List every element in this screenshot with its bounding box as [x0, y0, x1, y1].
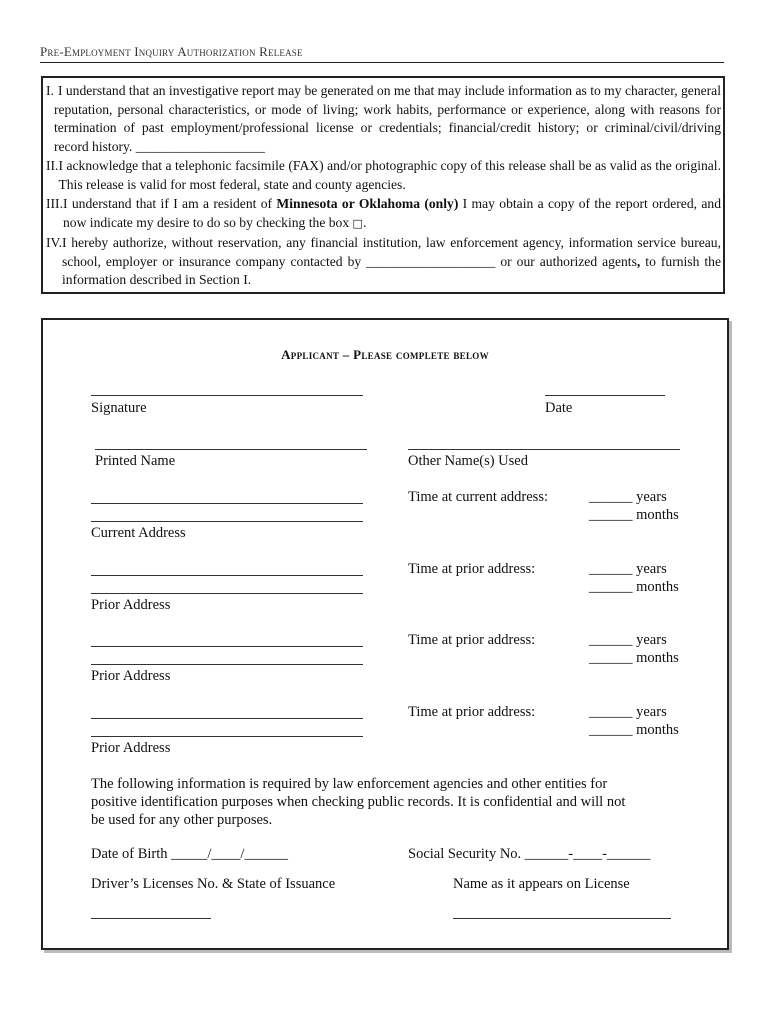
prior-address-3-line-2[interactable] [91, 736, 363, 737]
term-number: IV. [46, 235, 62, 250]
term-2 [46, 157, 721, 194]
current-address-line-2[interactable] [91, 521, 363, 522]
printed-name-label: Printed Name [95, 453, 176, 469]
prior-address-label: Prior Address [91, 740, 171, 756]
term-1 [46, 82, 721, 156]
term-text: I understand that if I am a resident of Minnesota or Oklahoma (only) I may obtain a copy of the report ordered, and now indicate my desire to do so by checking the box □. [62, 196, 722, 230]
time-prior-label: Time at prior address: [408, 704, 536, 720]
state-emphasis: Minnesota or Oklahoma (only) [276, 196, 459, 211]
time-prior-label: Time at prior address: [408, 561, 536, 577]
license-label: Driver’s Licenses No. & State of Issuance [91, 876, 336, 892]
current-months-field[interactable]: ______ months [589, 507, 679, 523]
prior-address-2-line-2[interactable] [91, 664, 363, 665]
prior-2-months-field[interactable]: ______ months [589, 650, 679, 666]
printed-name-field[interactable] [95, 449, 367, 450]
term-3 [46, 195, 721, 233]
checkbox-icon[interactable]: □ [352, 216, 363, 230]
license-name-field[interactable] [453, 918, 671, 919]
date-label: Date [545, 400, 573, 416]
other-names-label: Other Name(s) Used [408, 453, 528, 469]
current-address-label: Current Address [91, 525, 186, 541]
date-of-birth-field[interactable]: Date of Birth _____/____/______ [91, 846, 288, 862]
prior-3-months-field[interactable]: ______ months [589, 722, 679, 738]
term-text: I hereby authorize, without reservation, any financial institution, law enforcement agency, information service bureau, school, employer or insurance company contacted by ___________________ or our authorized agents, to furnish the information described in Section I. [62, 235, 722, 287]
prior-3-years-field[interactable]: ______ years [589, 704, 667, 720]
term-number: II. [46, 158, 59, 173]
current-address-line-1[interactable] [91, 503, 363, 504]
prior-address-1-line-1[interactable] [91, 575, 363, 576]
signature-label: Signature [91, 400, 147, 416]
identification-notice: The following information is required by law enforcement agencies and other entities for positive identification purposes when checking public records. It is confidential and will not be used for any other purposes. [91, 776, 626, 828]
signature-field[interactable] [91, 395, 363, 396]
license-name-label: Name as it appears on License [453, 876, 630, 892]
prior-address-3-line-1[interactable] [91, 718, 363, 719]
prior-2-years-field[interactable]: ______ years [589, 632, 667, 648]
time-prior-label: Time at prior address: [408, 632, 536, 648]
terms-box [41, 76, 725, 294]
term-number: III. [46, 196, 63, 211]
current-years-field[interactable]: ______ years [589, 489, 667, 505]
other-names-field[interactable] [408, 449, 680, 450]
prior-address-label: Prior Address [91, 597, 171, 613]
term-4 [46, 234, 721, 290]
term-number: I. [46, 83, 54, 98]
prior-1-years-field[interactable]: ______ years [589, 561, 667, 577]
term-text: I understand that an investigative report may be generated on me that may include information as to my character, general reputation, personal characteristics, or mode of living; work habits, performance or experience, along with reasons for termination of past employment/professional license or credentials; financial/credit history; or criminal/civil/driving record history. ___________________ [53, 83, 721, 154]
page-header: Pre-Employment Inquiry Authorization Release [40, 44, 724, 63]
applicant-section [41, 318, 729, 950]
time-current-label: Time at current address: [408, 489, 549, 505]
applicant-title: Applicant – Please complete below [281, 347, 489, 362]
date-field[interactable] [545, 395, 665, 396]
license-number-field[interactable] [91, 918, 211, 919]
prior-1-months-field[interactable]: ______ months [589, 579, 679, 595]
ssn-field[interactable]: Social Security No. ______-____-______ [408, 846, 651, 862]
prior-address-label: Prior Address [91, 668, 171, 684]
term-text: I acknowledge that a telephonic facsimile (FAX) and/or photographic copy of this release shall be as valid as the original. This release is valid for most federal, state and county agencies. [58, 158, 721, 192]
prior-address-1-line-2[interactable] [91, 593, 363, 594]
prior-address-2-line-1[interactable] [91, 646, 363, 647]
